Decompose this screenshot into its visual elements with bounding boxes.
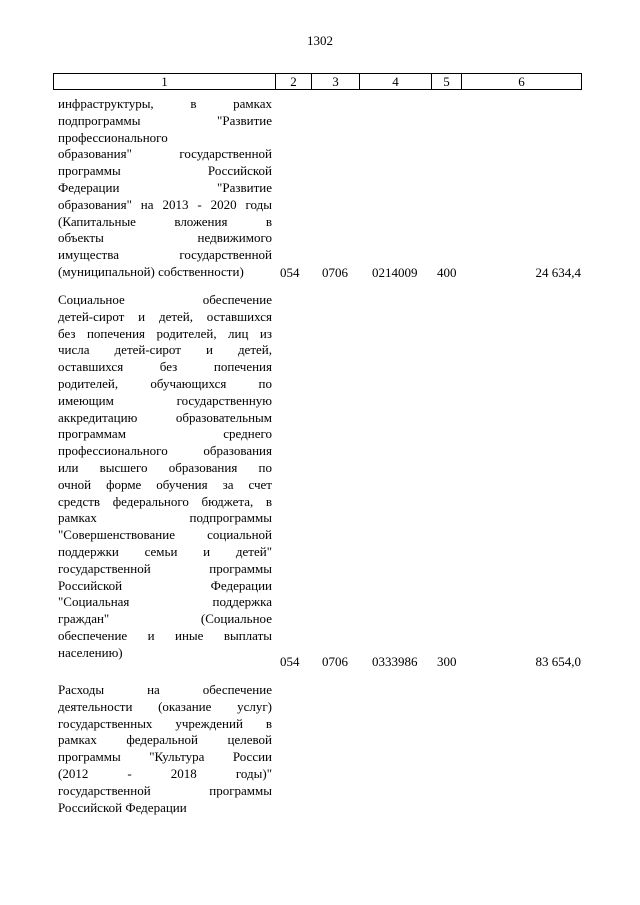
description-line: (Капитальные вложения в — [58, 213, 272, 229]
column-header-5: 5 — [432, 74, 462, 89]
row-description — [58, 96, 272, 281]
description-line: (муниципальной) собственности) — [58, 263, 244, 279]
description-line: Расходы на обеспечение — [58, 682, 272, 697]
description-line: средств федерального бюджета, в — [58, 493, 272, 509]
description-line: инфраструктуры, в рамках — [58, 96, 272, 111]
description-line: очной форме обучения за счет — [58, 476, 272, 492]
description-line: программам среднего — [58, 426, 272, 442]
column-header-4: 4 — [360, 74, 432, 89]
description-line: рамках федеральной целевой — [58, 732, 272, 748]
description-line: (2012 - 2018 годы)" — [58, 765, 272, 781]
row-code-col3: 0706 — [322, 265, 348, 280]
description-line: имущества государственной — [58, 247, 272, 263]
column-header-3: 3 — [312, 74, 360, 89]
column-header-2: 2 — [276, 74, 312, 89]
row-description — [58, 292, 272, 662]
description-line: Российской Федерации — [58, 799, 187, 815]
description-line: деятельности (оказание услуг) — [58, 698, 272, 714]
column-header-6: 6 — [518, 74, 525, 89]
description-line: объекты недвижимого — [58, 230, 272, 246]
description-line: Федерации "Развитие — [58, 179, 272, 195]
description-line: программы "Культура России — [58, 749, 272, 765]
description-line: граждан" (Социальное — [58, 611, 272, 627]
description-line: образования" государственной — [58, 146, 272, 162]
description-line: государственной программы — [58, 782, 272, 798]
description-line: Социальное обеспечение — [58, 292, 272, 307]
description-line: детей-сирот и детей, оставшихся — [58, 308, 272, 324]
description-line: программы Российской — [58, 163, 272, 179]
column-header-1: 1 — [54, 74, 276, 89]
description-line: населению) — [58, 644, 123, 660]
row-code-col4: 0333986 — [372, 654, 418, 669]
description-line: числа детей-сирот и детей, — [58, 342, 272, 358]
page-number: 1302 — [307, 33, 333, 48]
row-description — [58, 682, 272, 816]
description-line: рамках подпрограммы — [58, 510, 272, 526]
description-line: государственных учреждений в — [58, 715, 272, 731]
row-code-col2: 054 — [280, 265, 300, 280]
description-line: "Совершенствование социальной — [58, 527, 272, 543]
description-line: аккредитацию образовательным — [58, 409, 272, 425]
row-code-col5: 300 — [437, 654, 457, 669]
description-line: подпрограммы "Развитие — [58, 112, 272, 128]
row-code-col2: 054 — [280, 654, 300, 669]
table-header-row — [53, 73, 582, 90]
description-line: обеспечение и иные выплаты — [58, 627, 272, 643]
row-code-col5: 400 — [437, 265, 457, 280]
description-line: профессионального образования — [58, 443, 272, 459]
description-line: без попечения родителей, лиц из — [58, 325, 272, 341]
description-line: оставшихся без попечения — [58, 359, 272, 375]
description-line: Российской Федерации — [58, 577, 272, 593]
row-code-col3: 0706 — [322, 654, 348, 669]
row-amount: 24 634,4 — [535, 265, 581, 280]
description-line: поддержки семьи и детей" — [58, 543, 272, 559]
description-line: родителей, обучающихся по — [58, 375, 272, 391]
description-line: образования" на 2013 - 2020 годы — [58, 196, 272, 212]
row-amount: 83 654,0 — [535, 654, 581, 669]
row-code-col4: 0214009 — [372, 265, 418, 280]
description-line: "Социальная поддержка — [58, 594, 272, 610]
description-line: имеющим государственную — [58, 392, 272, 408]
description-line: или высшего образования по — [58, 459, 272, 475]
description-line: профессионального — [58, 129, 168, 145]
description-line: государственной программы — [58, 560, 272, 576]
